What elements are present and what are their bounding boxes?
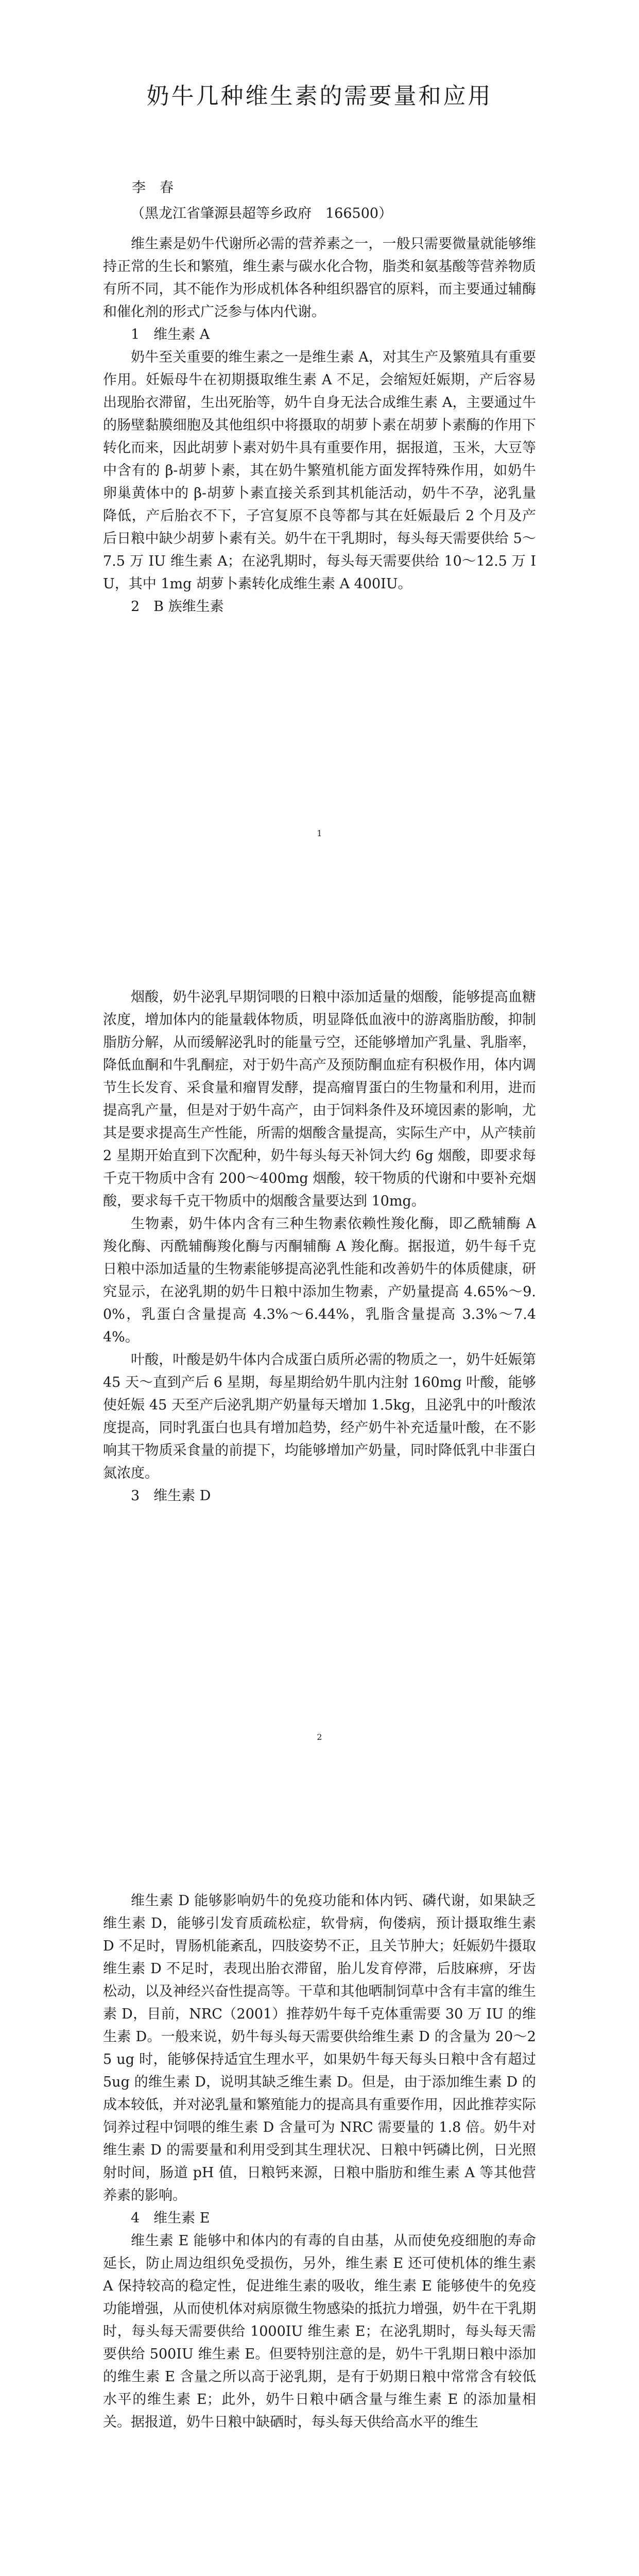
page-1 xyxy=(0,0,639,904)
author-affiliation: （黑龙江省肇源县超等乡政府 166500） xyxy=(131,206,393,222)
intro-paragraph: 维生素是奶牛代谢所必需的营养素之一，一般只需要微量就能够维持正常的生长和繁殖，维生素与碳水化合物，脂类和氨基酸等营养物质有所不同，其不能作为形成机体各种组织器官的原料，而主要通过辅酶和催化剂的形式广泛参与体内代谢。 xyxy=(103,236,536,320)
author-name: 李 春 xyxy=(132,180,174,196)
author-block xyxy=(103,175,536,227)
page-3 xyxy=(0,1807,639,2576)
vitamin-e-paragraph: 维生素 E 能够中和体内的有毒的自由基，从而使免疫细胞的寿命延长，防止周边组织免受损伤，另外，维生素 E 还可使机体的维生素 A 保持较高的稳定性，促进维生素的吸收，维生素 E 能够使牛的免疫功能增强，从而使机体对病原微生物感染的抵抗力增强，奶牛在干乳期时，每头每天需要供给 1000IU 维生素 E；在泌乳期时，每头每天需要供给 500IU 维生素 E。但要特别注意的是，奶牛干乳期日粮中添加的维生素 E 含量之所以高于泌乳期，是有于奶期日粮中常常含有较低水平的维生素 E；此外，奶牛日粮中硒含量与维生素 E 的添加量相关。据报道，奶牛日粮中缺硒时，每头每天供给高水平的维生 xyxy=(103,2233,536,2430)
page-2-body xyxy=(103,986,536,1507)
section-heading-vitamin-b: 2 B 族维生素 xyxy=(131,599,224,615)
vitamin-d-paragraph: 维生素 D 能够影响奶牛的免疫功能和体内钙、磷代谢，如果缺乏维生素 D，能够引发育质疏松症，软骨病，佝偻病，预计摄取维生素 D 不足时，胃肠机能紊乱，四肢姿势不正，且关节肿大；妊娠奶牛摄取维生素 D 不足时，表现出胎衣滞留，胎儿发育停滞，后肢麻痹，牙齿松动，以及神经兴奋性提高等。干草和其他晒制饲草中含有丰富的维生素 D，目前，NRC（2001）推荐奶牛每千克体重需要 30 万 IU 的维生素 D。一般来说，奶牛每头每天需要供给维生素 D 的含量为 20～25 ug 时，能够保持适宜生理水平，如果奶牛每天每头日粮中含有超过 5ug 的维生素 D，说明其缺乏维生素 D。但是，由于添加维生素 D 的成本较低，并对泌乳量和繁殖能力的提高具有重要作用，因此推荐实际饲养过程中饲喂的维生素 D 含量可为 NRC 需要量的 1.8 倍。奶牛对维生素 D 的需要量和利用受到其生理状况、日粮中钙磷比例，日光照射时间，肠道 pH 值，日粮钙来源，日粮中脂肪和维生素 A 等其他营养素的影响。 xyxy=(103,1893,536,2204)
vitamin-a-paragraph: 奶牛至关重要的维生素之一是维生素 A，对其生产及繁殖具有重要作用。妊娠母牛在初期摄取维生素 A 不足，会缩短妊娠期，产后容易出现胎衣滞留，生出死胎等，奶牛自身无法合成维生素 A，主要通过牛的肠壁黏膜细胞及其他组织中将摄取的胡萝卜素在胡萝卜素酶的作用下转化而来，因此胡萝卜素对奶牛具有重要作用，据报道，玉米，大豆等中含有的 β-胡萝卜素，其在奶牛繁殖机能方面发挥特殊作用，如奶牛卵巢黄体中的 β-胡萝卜素直接关系到其机能活动，奶牛不孕，泌乳量降低，产后胎衣不下，子宫复原不良等都与其在妊娠最后 2 个月及产后日粮中缺少胡萝卜素有关。奶牛在干乳期时，每头每天需要供给 5～7.5 万 IU 维生素 A；在泌乳期时，每头每天需要供给 10～12.5 万 IU，其中 1mg 胡萝卜素转化成维生素 A 400IU。 xyxy=(103,349,536,592)
biotin-paragraph: 生物素，奶牛体内含有三种生物素依赖性羧化酶，即乙酰辅酶 A 羧化酶、丙酰辅酶羧化酶与丙酮辅酶 A 羧化酶。据报道，奶牛每千克日粮中添加适量的生物素能够提高泌乳性能和改善奶牛的体质健康，研究显示，在泌乳期的奶牛日粮中添加生物素，产奶量提高 4.65%～9.0%，乳蛋白含量提高 4.3%～6.44%，乳脂含量提高 3.3%～7.44%。 xyxy=(103,1216,536,1345)
section-heading-vitamin-d: 3 维生素 D xyxy=(131,1488,211,1504)
page-1-body xyxy=(103,233,536,618)
niacin-paragraph: 烟酸，奶牛泌乳早期饲喂的日粮中添加适量的烟酸，能够提高血糖浓度，增加体内的能量载体物质，明显降低血液中的游离脂肪酸，抑制脂肪分解，从而缓解泌乳时的能量亏空，还能够增加产乳量、乳脂率，降低血酮和牛乳酮症，对于奶牛高产及预防酮血症有积极作用，体内调节生长发育、采食量和瘤胃发酵，提高瘤胃蛋白的生物量和利用，进而提高乳产量，但是对于奶牛高产，由于饲料条件及环境因素的影响，尤其是要求提高生产性能，所需的烟酸含量提高，实际生产中，从产犊前 2 星期开始直到下次配种，奶牛每头每天补饲大约 6g 烟酸，即要求每千克干物质中含有 200～400mg 烟酸，较干物质的代谢和中要补充烟酸，要求每千克干物质中的烟酸含量要达到 10mg。 xyxy=(103,989,536,1209)
page-number: 1 xyxy=(317,828,322,838)
section-heading-vitamin-e: 4 维生素 E xyxy=(131,2210,210,2226)
page-3-body xyxy=(103,1890,536,2434)
folic-acid-paragraph: 叶酸，叶酸是奶牛体内合成蛋白质所必需的物质之一，奶牛妊娠第 45 天～直到产后 6 星期，每星期给奶牛肌内注射 160mg 叶酸，能够使妊娠 45 天至产后泌乳期产奶量每天增加 1.5kg，且泌乳中的叶酸浓度提高，同时乳蛋白也具有增加趋势，经产奶牛补充适量叶酸，在不影响其干物质采食量的前提下，均能够增加产奶量，同时降低乳中非蛋白氮浓度。 xyxy=(103,1352,536,1481)
page-number: 2 xyxy=(317,1732,322,1742)
document-title: 奶牛几种维生素的需要量和应用 xyxy=(146,83,493,109)
page-2 xyxy=(0,904,639,1807)
section-heading-vitamin-a: 1 维生素 A xyxy=(131,327,210,343)
